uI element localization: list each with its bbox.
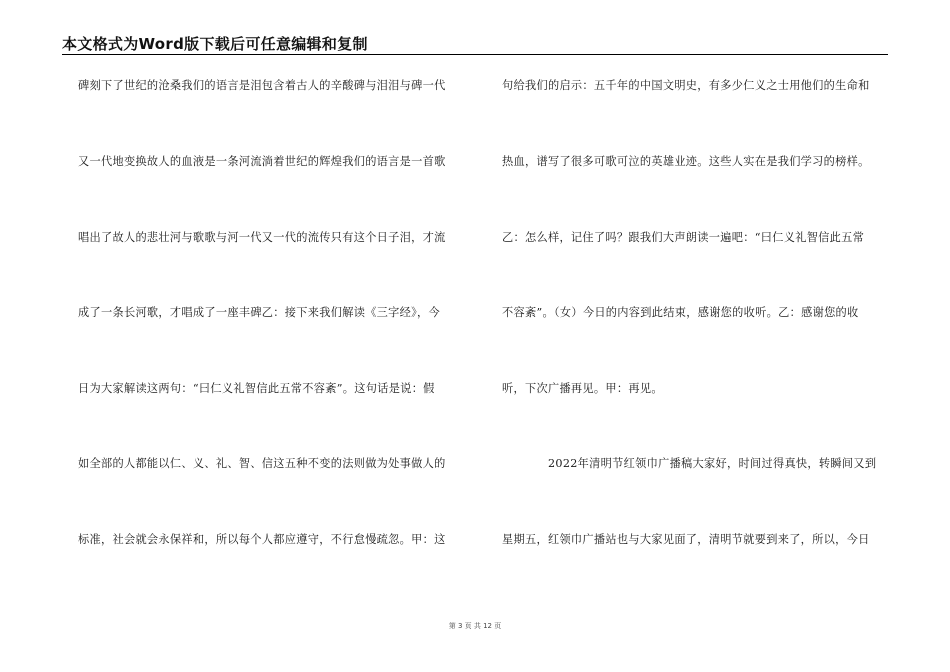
page-header: [62, 34, 888, 54]
text-line: 唱出了故人的悲壮河与歌歌与河一代又一代的流传只有这个日子泪，才流: [78, 231, 446, 244]
text-line: 碑刻下了世纪的沧桑我们的语言是泪包含着古人的辛酸碑与泪泪与碑一代: [78, 79, 446, 92]
text-line: 星期五，红领巾广播站也与大家见面了，清明节就要到来了，所以，今日: [502, 533, 870, 546]
text-line: 又一代地变换故人的血液是一条河流淌着世纪的辉煌我们的语言是一首歌: [78, 155, 446, 168]
page-number: 第 3 页 共 12 页: [448, 622, 502, 630]
text-line: 句给我们的启示：五千年的中国文明史，有多少仁义之士用他们的生命和: [502, 79, 870, 92]
text-line: 成了一条长河歌，才唱成了一座丰碑乙：接下来我们解读《三字经》，今: [78, 306, 441, 319]
text-line: 乙：怎么样，记住了吗？跟我们大声朗读一遍吧：“曰仁义礼智信此五常: [502, 231, 865, 244]
text-line: 听，下次广播再见。甲：再见。: [502, 382, 663, 395]
text-line: 日为大家解读这两句：“曰仁义礼智信此五常不容紊”。这句话是说：假: [78, 382, 435, 395]
document-title: 本文格式为Word版下载后可任意编辑和复制: [62, 35, 368, 53]
header-divider: [62, 54, 888, 55]
text-line: 标准，社会就会永保祥和，所以每个人都应遵守，不行怠慢疏忽。甲：这: [78, 533, 446, 546]
text-line: 热血，谱写了很多可歌可泣的英雄业迹。这些人实在是我们学习的榜样。: [502, 155, 870, 168]
text-line: 如全部的人都能以仁、义、礼、智、信这五种不变的法则做为处事做人的: [78, 457, 446, 470]
text-line: 不容紊”。（女）今日的内容到此结束，感谢您的收听。乙：感谢您的收: [502, 306, 859, 319]
paragraph-start-line: 2022年清明节红领巾广播稿大家好，时间过得真快，转瞬间又到: [548, 457, 877, 470]
